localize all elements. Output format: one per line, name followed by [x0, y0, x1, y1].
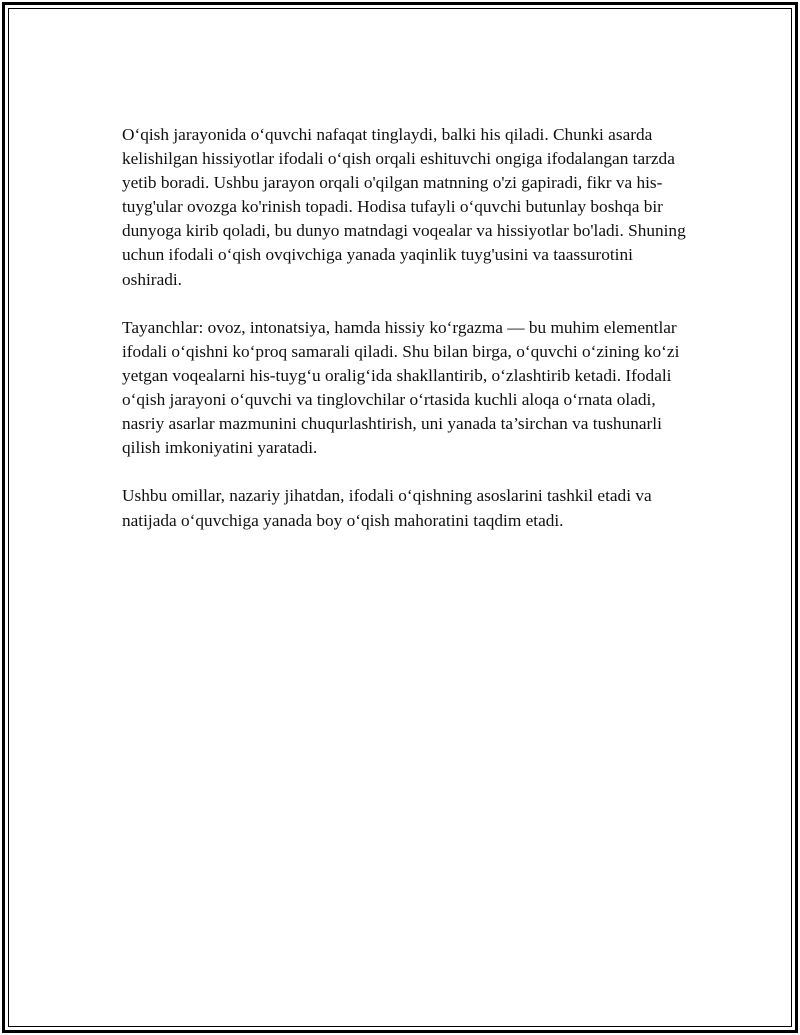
paragraph-1: O‘qish jarayonida o‘quvchi nafaqat tinglaydi, balki his qiladi. Chunki asarda kelishilgan hissiyotlar ifodali o‘qish orqali eshituvchi ongiga ifodalangan tarzda yetib boradi. Ushbu jarayon orqali o'qilgan matnning o'zi gapiradi, fikr va his-tuyg'ular ovozga ko'rinish topadi. Hodisa tufayli o‘quvchi butunlay boshqa bir dunyoga kirib qoladi, bu dunyo matndagi voqealar va hissiyotlar bo'ladi. Shuning uchun ifodali o‘qish ovqivchiga yanada yaqinlik tuyg'usini va taassurotini oshiradi.: [122, 125, 686, 289]
paragraph-2: Tayanchlar: ovoz, intonatsiya, hamda hissiy ko‘rgazma — bu muhim elementlar ifodali o‘qishni ko‘proq samarali qiladi. Shu bilan birga, o‘quvchi o‘zining ko‘zi yetgan voqealarni his-tuyg‘u oralig‘ida shakllantirib, o‘zlashtirib ketadi. Ifodali o‘qish jarayoni o‘quvchi va tinglovchilar o‘rtasida kuchli aloqa o‘rnata oladi, nasriy asarlar mazmunini chuqurlashtirish, uni yanada ta’sirchan va tushunarli qilish imkoniyatini yaratadi.: [122, 317, 680, 458]
page-frame: [2, 2, 798, 1033]
paragraph-3: Ushbu omillar, nazariy jihatdan, ifodali o‘qishning asoslarini tashkil etadi va natijada o‘quvchiga yanada boy o‘qish mahoratini taqdim etadi.: [122, 486, 652, 530]
document-body: [122, 123, 697, 557]
